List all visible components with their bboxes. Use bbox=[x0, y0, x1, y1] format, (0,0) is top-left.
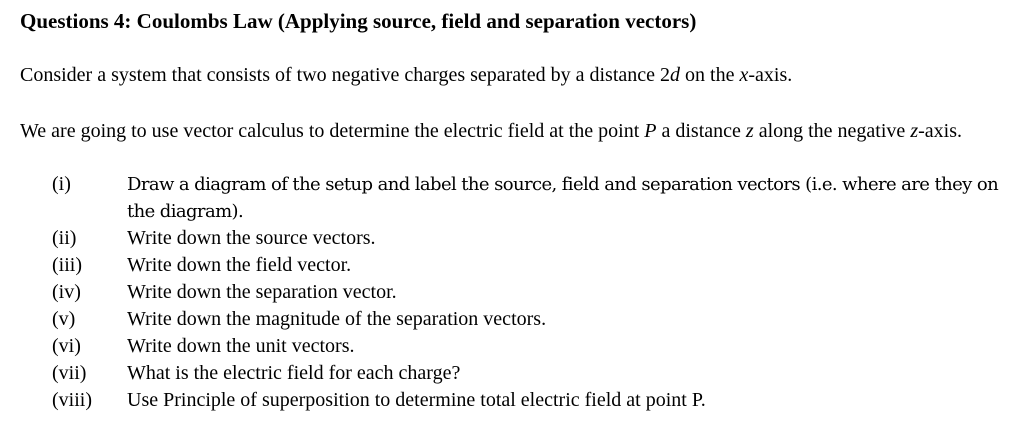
sub-question-number: (ii) bbox=[52, 227, 77, 249]
sub-question bbox=[20, 279, 1010, 306]
sub-question-number: (v) bbox=[52, 308, 76, 330]
sub-question-text: Write down the field vector. bbox=[127, 254, 352, 276]
sub-question bbox=[20, 387, 1010, 414]
sub-question bbox=[20, 171, 1010, 225]
sub-question-text: What is the electric field for each charge? bbox=[127, 362, 461, 384]
sub-question bbox=[20, 333, 1010, 360]
sub-question-text: Write down the unit vectors. bbox=[127, 335, 355, 357]
question-title: Questions 4: Coulombs Law (Applying source, field and separation vectors) bbox=[20, 9, 697, 33]
sub-question-text: Write down the separation vector. bbox=[127, 281, 397, 303]
sub-question-text: Use Principle of superposition to determine total electric field at point P. bbox=[127, 389, 706, 411]
sub-question-list bbox=[20, 171, 1010, 414]
sub-question bbox=[20, 252, 1010, 279]
sub-question-text: Write down the source vectors. bbox=[127, 227, 376, 249]
system-description: Consider a system that consists of two negative charges separated by a distance 2d on the x-axis. bbox=[20, 64, 793, 86]
sub-question bbox=[20, 306, 1010, 333]
sub-question-number: (vii) bbox=[52, 362, 87, 384]
sub-question-number: (iv) bbox=[52, 281, 81, 303]
sub-question-number: (viii) bbox=[52, 389, 92, 411]
sub-question-text: Write down the magnitude of the separation vectors. bbox=[127, 308, 547, 330]
sub-question-number: (i) bbox=[52, 173, 71, 195]
sub-question-number: (iii) bbox=[52, 254, 82, 276]
task-description: We are going to use vector calculus to determine the electric field at the point P a distance z along the negative z-axis. bbox=[20, 120, 962, 142]
sub-question-text: Draw a diagram of the setup and label the source, field and separation vectors (i.e. where are they on the diagram). bbox=[127, 174, 999, 222]
sub-question bbox=[20, 360, 1010, 387]
sub-question bbox=[20, 225, 1010, 252]
sub-question-number: (vi) bbox=[52, 335, 81, 357]
